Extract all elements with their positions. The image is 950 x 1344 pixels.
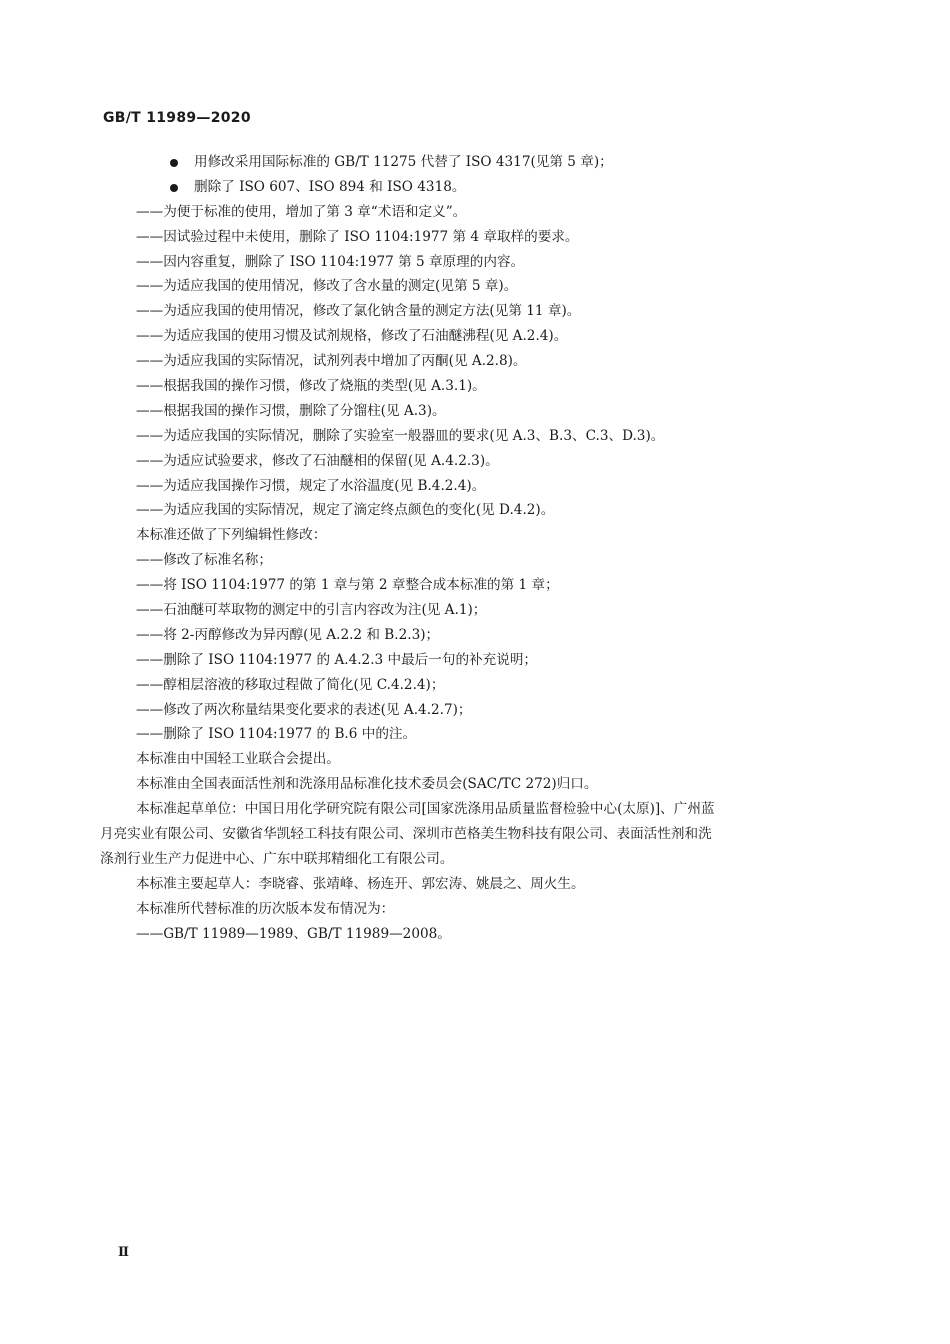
tech-change-item: ——为适应试验要求，修改了石油醚相的保留(见 A.4.2.3)。 [136,452,499,469]
tech-change-item: ——为适应我国的使用习惯及试剂规格，修改了石油醚沸程(见 A.2.4)。 [136,328,568,345]
tech-change-item: ——为适应我国的使用情况，修改了氯化钠含量的测定方法(见第 11 章)。 [136,303,581,320]
bullet-dot-icon [170,159,178,167]
tech-change-item: ——因内容重复，删除了 ISO 1104:1977 第 5 章原理的内容。 [136,253,525,270]
tech-change-item: ——因试验过程中未使用，删除了 ISO 1104:1977 第 4 章取样的要求。 [136,228,579,245]
editorial-intro: 本标准还做了下列编辑性修改： [136,527,327,544]
tech-change-item: ——为便于标准的使用，增加了第 3 章“术语和定义”。 [136,203,467,220]
editorial-change-item: ——将 ISO 1104:1977 的第 1 章与第 2 章整合成本标准的第 1 章； [136,577,559,594]
history-intro: 本标准所代替标准的历次版本发布情况为： [136,900,395,917]
tech-change-item: ——为适应我国的实际情况，删除了实验室一般器皿的要求(见 A.3、B.3、C.3、D.3)。 [136,427,665,444]
bullet-dot-icon [170,184,178,192]
editorial-change-item: ——修改了标准名称； [136,552,272,569]
editorial-change-item: ——删除了 ISO 1104:1977 的 A.4.2.3 中最后一句的补充说明； [136,651,538,668]
tech-change-item: ——为适应我国的使用情况，修改了含水量的测定(见第 5 章)。 [136,278,518,295]
editorial-change-item: ——将 2-丙醇修改为异丙醇(见 A.2.2 和 B.2.3)； [136,626,440,643]
editorial-change-item: ——醇相层溶液的移取过程做了简化(见 C.4.2.4)； [136,676,445,693]
editorial-change-item: ——删除了 ISO 1104:1977 的 B.6 中的注。 [136,726,417,743]
proposed-by-paragraph: 本标准由中国轻工业联合会提出。 [136,751,340,768]
bullet-text: 用修改采用国际标准的 GB/T 11275 代替了 ISO 4317(见第 5 章)； [194,154,613,170]
managed-by-paragraph: 本标准由全国表面活性剂和洗涤用品标准化技术委员会(SAC/TC 272)归口。 [136,776,598,793]
editorial-change-item: ——修改了两次称量结果变化要求的表述(见 A.4.2.7)； [136,701,472,718]
document-id-header: GB/T 11989—2020 [103,110,251,126]
tech-change-item: ——根据我国的操作习惯，删除了分馏柱(见 A.3)。 [136,402,446,419]
bullet-text: 删除了 ISO 607、ISO 894 和 ISO 4318。 [194,178,466,195]
drafting-units-line: 涤剂行业生产力促进中心、广东中联邦精细化工有限公司。 [100,850,454,867]
drafting-units-line: 月亮实业有限公司、安徽省华凯轻工科技有限公司、深圳市芭格美生物科技有限公司、表面活性剂和洗 [100,826,712,843]
tech-change-item: ——根据我国的操作习惯，修改了烧瓶的类型(见 A.3.1)。 [136,378,486,395]
page-number: Ⅱ [118,1245,129,1260]
document-body [100,150,860,947]
drafters-paragraph: 本标准主要起草人：李晓睿、张靖峰、杨连开、郭宏涛、姚晨之、周火生。 [136,875,585,892]
history-item: ——GB/T 11989—1989、GB/T 11989—2008。 [136,925,451,942]
drafting-units-line: 本标准起草单位：中国日用化学研究院有限公司[国家洗涤用品质量监督检验中心(太原)]、广州蓝 [136,801,715,818]
tech-change-item: ——为适应我国操作习惯，规定了水浴温度(见 B.4.2.4)。 [136,477,486,494]
bullet-item [100,150,860,175]
bullet-item [100,175,860,200]
tech-change-item: ——为适应我国的实际情况，试剂列表中增加了丙酮(见 A.2.8)。 [136,353,527,370]
editorial-change-item: ——石油醚可萃取物的测定中的引言内容改为注(见 A.1)； [136,602,487,619]
tech-change-item: ——为适应我国的实际情况，规定了滴定终点颜色的变化(见 D.4.2)。 [136,502,555,519]
